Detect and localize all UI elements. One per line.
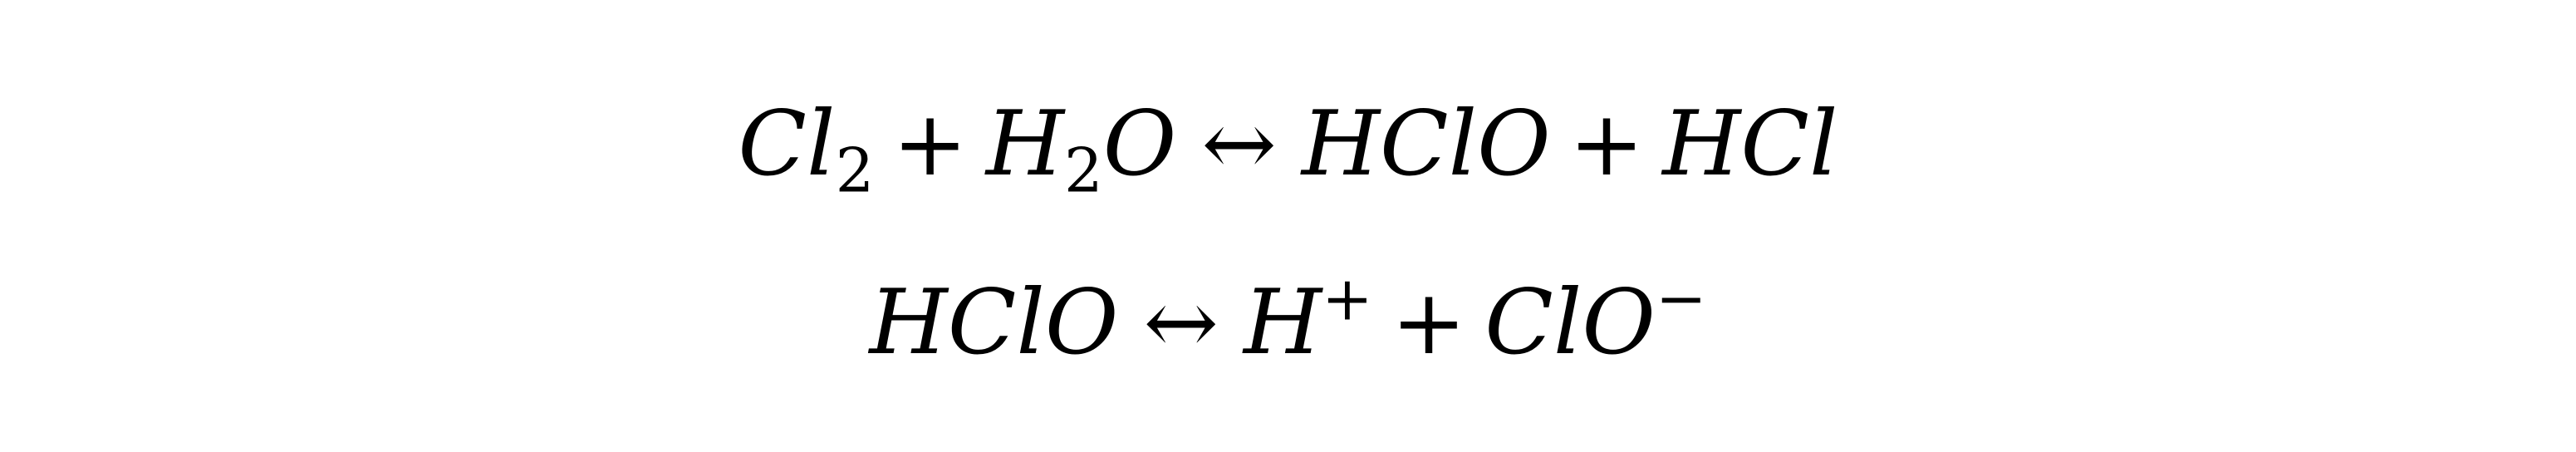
term-h-plus: H+ [1243, 263, 1373, 375]
term-h2o: $H_2O$ [985, 92, 1177, 207]
term-hclo: HClO [1301, 92, 1551, 196]
term-hclo: HClO [869, 271, 1119, 375]
plus-operator: + [1568, 92, 1645, 196]
term-hcl: HCl [1662, 92, 1838, 196]
equation-hypochlorous-dissociation [0, 263, 2576, 375]
equilibrium-arrow: ↔ [1201, 92, 1277, 196]
term-clo-minus: ClO− [1484, 263, 1707, 375]
equation-chlorine-hydrolysis [0, 92, 2576, 207]
plus-operator: + [892, 92, 968, 196]
plus-operator: + [1391, 271, 1467, 375]
term-cl2: $Cl_2$ [738, 92, 875, 207]
equilibrium-arrow: ↔ [1143, 271, 1219, 375]
